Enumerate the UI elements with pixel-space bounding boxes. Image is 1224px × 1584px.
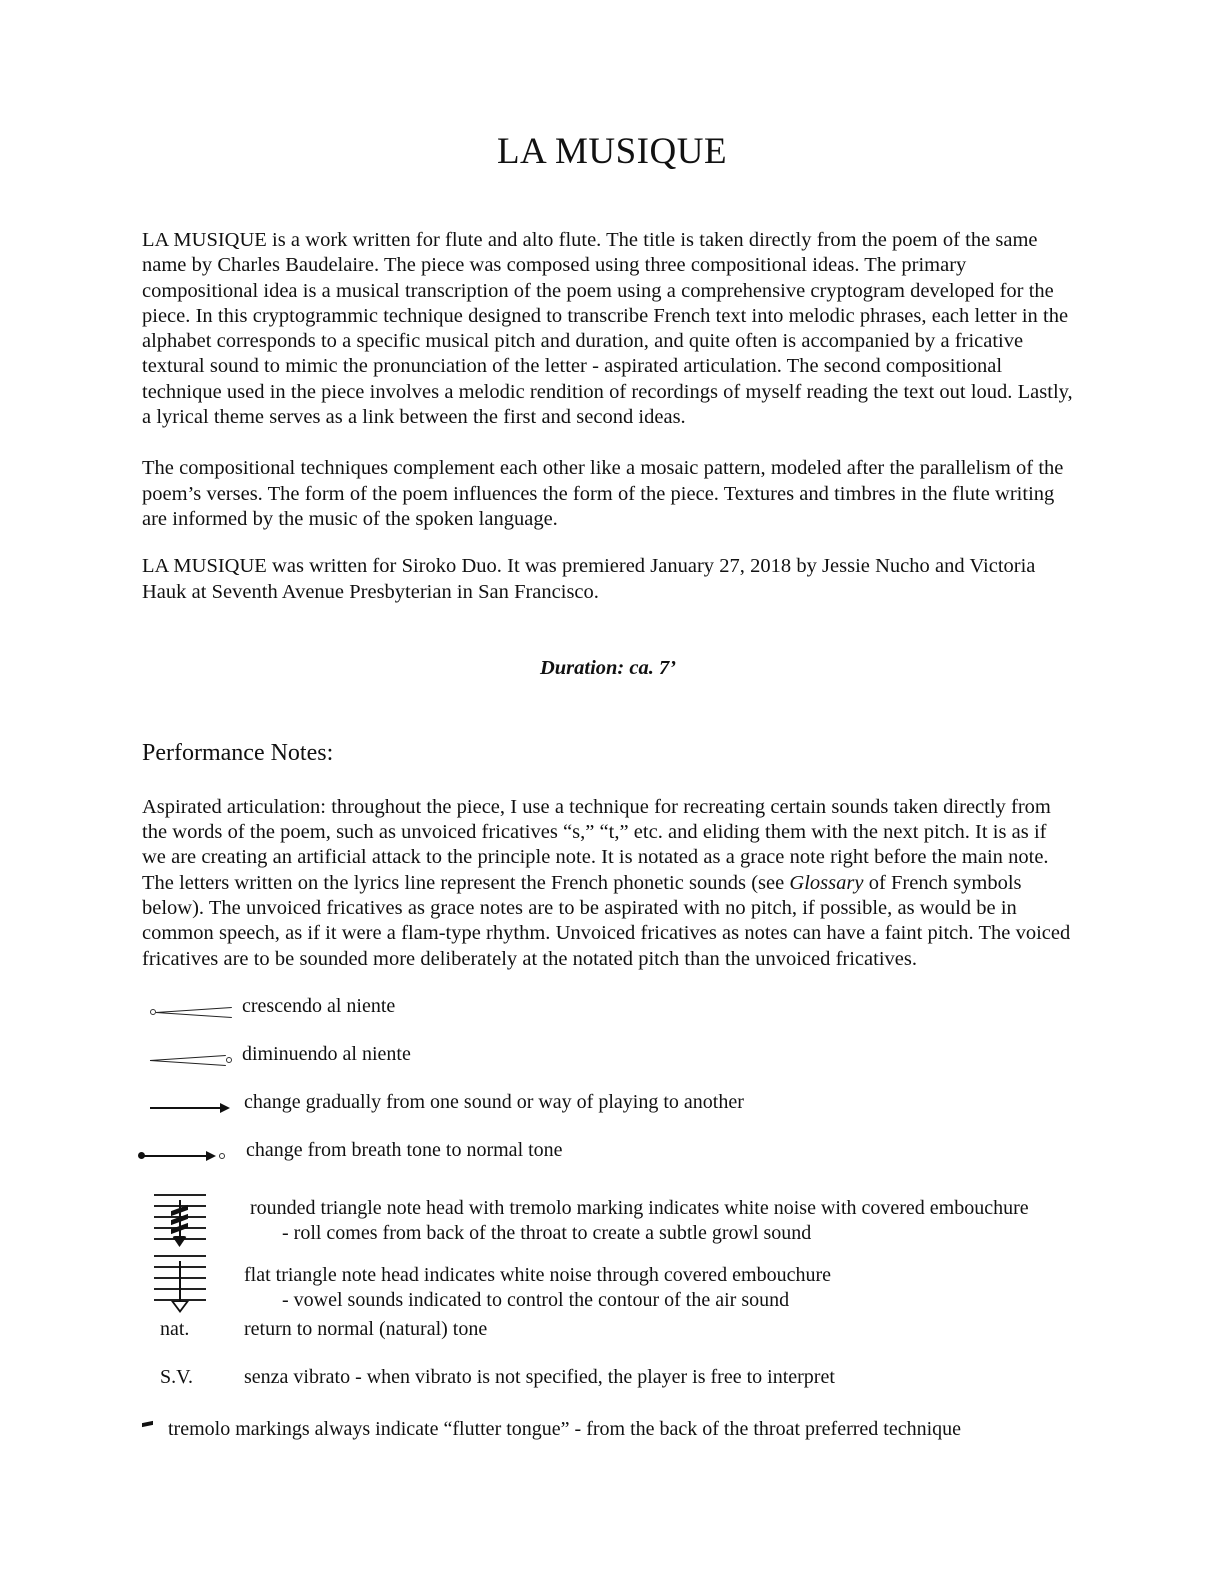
flat-triangle-notehead-staff-icon [142, 1249, 242, 1311]
aspirated-text-part-2: of French symbols below). The unvoiced fricatives as grace notes are to be aspirated with no pitch, if possible, as would be in common speech, as if it were a flam-type rhythm. Unvoiced fricatives as notes can have a faint pitch. The voiced fricatives are to be sounded more deliberately at the notated pitch than the unvoiced fricatives. [142, 871, 1071, 970]
legend-item-nat [142, 1317, 1074, 1365]
legend-label: change gradually from one sound or way of playing to another [244, 1090, 744, 1113]
legend-item-tremolo-note [142, 1417, 1074, 1457]
legend-label: change from breath tone to normal tone [246, 1138, 563, 1161]
legend-item-breath-tone [142, 1138, 1074, 1186]
legend-item-flat-triangle [142, 1249, 1074, 1311]
gradual-change-arrow-icon [142, 1090, 242, 1138]
legend-item-crescendo-al-niente [142, 994, 1074, 1042]
duration-line: Duration: ca. 7’ [539, 656, 677, 679]
legend-item-diminuendo-al-niente [142, 1042, 1074, 1090]
tremolo-note-label: tremolo markings always indicate “flutter tongue” - from the back of the throat preferred technique [168, 1417, 962, 1440]
legend-sublabel: - vowel sounds indicated to control the contour of the air sound [282, 1288, 790, 1311]
premiere-paragraph: LA MUSIQUE was written for Siroko Duo. It was premiered January 27, 2018 by Jessie Nucho and Victoria Hauk at Seventh Avenue Presbyterian in San Francisco. [142, 555, 1036, 603]
diminuendo-al-niente-hairpin-icon [142, 1042, 242, 1090]
aspirated-text-part-1: Aspirated articulation: throughout the piece, I use a technique for recreating certain sounds taken directly from the words of the poem, such as unvoiced fricatives “s,” “t,” etc. and eliding them with the next pitch. It is as if we are creating an artificial attack to the principle note. It is notated as a grace note right before the main note. The letters written on the lyrics line represent the French phonetic sounds (see [142, 795, 1051, 894]
crescendo-al-niente-hairpin-icon [142, 994, 242, 1042]
symbol-legend [142, 994, 1074, 1457]
legend-label: diminuendo al niente [242, 1042, 411, 1065]
legend-label: crescendo al niente [242, 994, 396, 1017]
legend-item-gradual-change [142, 1090, 1074, 1138]
page-title: LA MUSIQUE [496, 131, 728, 172]
breath-tone-to-normal-arrow-icon [142, 1138, 242, 1186]
rounded-triangle-notehead-tremolo-staff-icon [142, 1186, 242, 1249]
tremolo-dash-icon [142, 1417, 168, 1435]
legend-label: return to normal (natural) tone [244, 1317, 488, 1340]
legend-label: senza vibrato - when vibrato is not specified, the player is free to interpret [244, 1365, 835, 1388]
glossary-italic-term: Glossary [789, 871, 864, 894]
legend-item-rounded-triangle-tremolo [142, 1186, 1074, 1249]
intro-paragraph: LA MUSIQUE is a work written for flute and alto flute. The title is taken directly from the poem of the same name by Charles Baudelaire. The piece was composed using three compositional ideas. The primary compositional idea is a musical transcription of the poem using a comprehensive cryptogram developed for the piece. In this cryptogrammic technique designed to transcribe French text into melodic phrases, each letter in the alphabet corresponds to a specific musical pitch and duration, and quite often is accompanied by a fricative textural sound to mimic the pronunciation of the letter - aspirated articulation. The second compositional technique used in the piece involves a melodic rendition of recordings of myself reading the text out loud. Lastly, a lyrical theme serves as a link between the first and second ideas. [142, 229, 1073, 429]
legend-item-sv [142, 1365, 1074, 1413]
nat-abbreviation-label: nat. [160, 1317, 190, 1340]
legend-label: flat triangle note head indicates white noise through covered embouchure [244, 1263, 832, 1286]
document-body [142, 228, 1074, 1457]
legend-label-group [242, 1249, 831, 1313]
sv-abbreviation-label: S.V. [160, 1365, 193, 1388]
legend-label: rounded triangle note head with tremolo marking indicates white noise with covered embouchure [250, 1196, 1029, 1219]
performance-notes-heading: Performance Notes: [142, 739, 334, 766]
legend-label-group [242, 1186, 1029, 1246]
aspirated-articulation-paragraph [142, 795, 1074, 972]
legend-sublabel: - roll comes from back of the throat to create a subtle growl sound [282, 1221, 812, 1244]
techniques-paragraph: The compositional techniques complement each other like a mosaic pattern, modeled after the parallelism of the poem’s verses. The form of the poem influences the form of the piece. Textures and timbres in the flute writing are informed by the music of the spoken language. [142, 457, 1064, 530]
